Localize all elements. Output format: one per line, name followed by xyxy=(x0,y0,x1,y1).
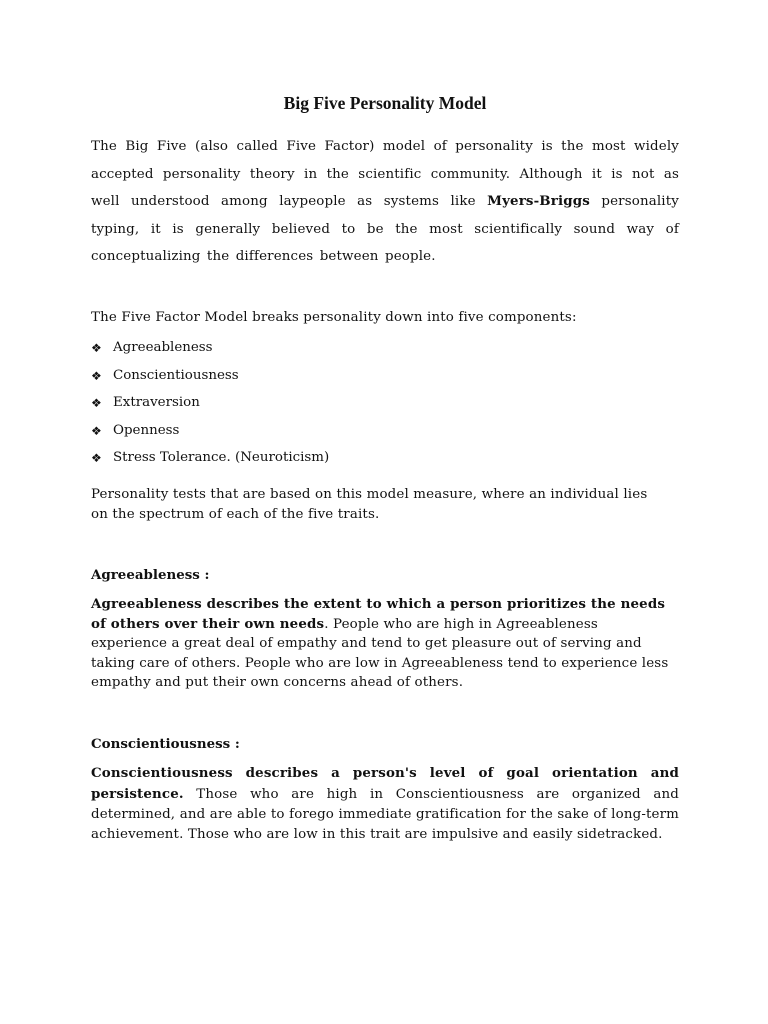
diamond-bullet-icon: ❖ xyxy=(91,451,102,465)
list-item-label: Agreeableness xyxy=(113,340,213,355)
diamond-bullet-icon: ❖ xyxy=(91,368,102,383)
list-item-label: Stress Tolerance. (Neuroticism) xyxy=(113,450,330,465)
agreeableness-lead: Agreeableness describes the extent to which a person prioritizes the needs of others over their own needs xyxy=(91,596,666,632)
diamond-bullet-icon: ❖ xyxy=(91,423,102,438)
conscientiousness-paragraph xyxy=(91,763,679,845)
list-item xyxy=(91,421,329,449)
list-item xyxy=(91,448,329,476)
diamond-bullet-icon: ❖ xyxy=(91,341,102,355)
conscientiousness-heading: Conscientiousness : xyxy=(91,736,240,752)
intro-text-end: personality typing, it is generally believed to be the most scientifically sound way of conceptualizing the differences between people. xyxy=(91,194,679,264)
components-list xyxy=(91,338,329,476)
list-item-label: Openness xyxy=(113,422,180,438)
intro-text-start: The Big Five (also called Five Factor) model of personality is the most widely accepted personality theory in the scientific community. Although it is not as well understood among laypeople as systems like xyxy=(91,139,679,209)
conscientiousness-body: Those who are high in Conscientiousness are organized and determined, and are able to forego immediate gratification for the sake of long-term achievement. Those who are low in this trait are impulsive and easily sidetracked. xyxy=(91,787,679,842)
diamond-bullet-icon: ❖ xyxy=(91,396,102,410)
intro-bold-term: Myers-Briggs xyxy=(487,193,590,209)
list-item xyxy=(91,338,329,366)
list-item-label: Conscientiousness xyxy=(113,367,239,383)
components-intro: The Five Factor Model breaks personality down into five components: xyxy=(91,310,577,325)
list-item xyxy=(91,393,329,421)
intro-paragraph xyxy=(91,133,679,271)
document-title: Big Five Personality Model xyxy=(283,93,487,113)
list-item-label: Extraversion xyxy=(113,395,200,410)
agreeableness-body: . People who are high in Agreeableness experience a great deal of empathy and tend to get pleasure out of serving and taking care of others. People who are low in Agreeableness tend to experience less empathy and put their own concerns ahead of others. xyxy=(91,616,669,690)
list-item xyxy=(91,366,329,394)
agreeableness-heading: Agreeableness : xyxy=(91,567,210,583)
agreeableness-paragraph xyxy=(91,595,673,693)
tests-paragraph: Personality tests that are based on this model measure, where an individual lies on the spectrum of each of the five traits. xyxy=(91,487,648,522)
conscientiousness-lead: Conscientiousness describes a person's level of goal orientation and persistence. xyxy=(91,765,679,802)
